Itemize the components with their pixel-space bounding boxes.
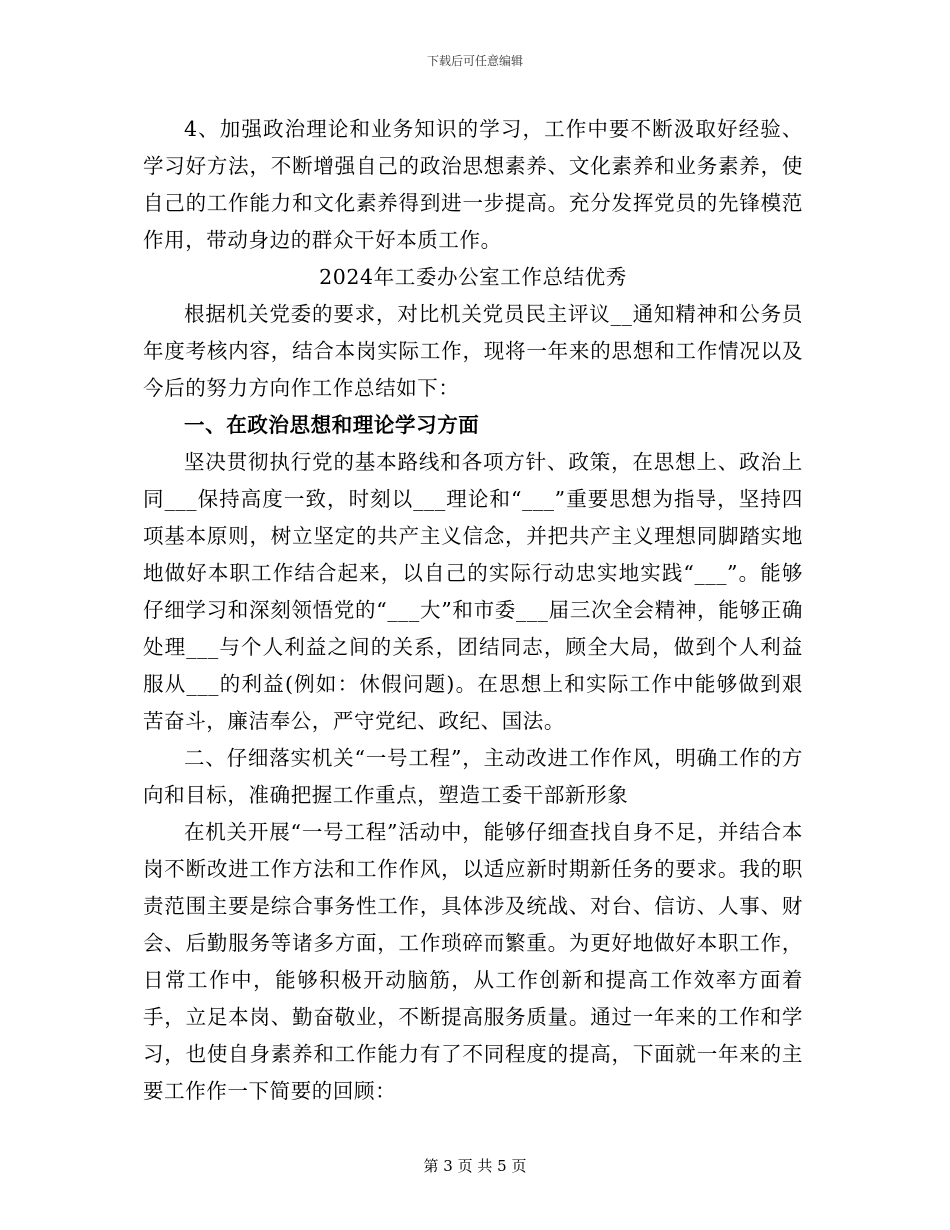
page-header: 下载后可任意编辑 bbox=[426, 54, 523, 68]
paragraph-political-thought: 坚决贯彻执行党的基本路线和各项方针、政策，在思想上、政治上同___保持高度一致，时刻以___理论和“___”重要思想为指导，坚持四项基本原则，树立坚定的共产主义信念，并把共产主义理想同脚踏实地地做好本职工作结合起来，以自己的实际行动忠实地实践“___”。能够仔细学习和深刻领悟党的“___大”和市委___届三次全会精神，能够正确处理___与个人利益之间的关系，团结同志，顾全大局，做到个人利益服从___的利益(例如：休假问题)。在思想上和实际工作中能够做到艰苦奋斗，廉洁奉公，严守党纪、政纪、国法。 bbox=[143, 450, 803, 733]
document-title: 2024年工委办公室工作总结优秀 bbox=[319, 265, 627, 289]
page-number: 第 3 页 共 5 页 bbox=[423, 1157, 527, 1175]
paragraph-project-one: 在机关开展“一号工程”活动中，能够仔细查找自身不足，并结合本岗不断改进工作方法和工作作风，以适应新时期新任务的要求。我的职责范围主要是综合事务性工作，具体涉及统战、对台、信访、人事、财会、后勤服务等诸多方面，工作琐碎而繁重。为更好地做好本职工作，日常工作中，能够积极开动脑筋，从工作创新和提高工作效率方面着手，立足本岗、勤奋敬业，不断提高服务质量。通过一年来的工作和学习，也使自身素养和工作能力有了不同程度的提高，下面就一年来的主要工作作一下简要的回顾： bbox=[143, 820, 803, 1103]
section-heading-project-one: 二、仔细落实机关“一号工程”，主动改进工作作风，明确工作的方向和目标，准确把握工作重点，塑造工委干部新形象 bbox=[143, 746, 803, 807]
section-heading-political: 一、在政治思想和理论学习方面 bbox=[184, 413, 480, 437]
paragraph-point-4: 4、加强政治理论和业务知识的学习，工作中要不断汲取好经验、学习好方法，不断增强自己的政治思想素养、文化素养和业务素养，使自己的工作能力和文化素养得到进一步提高。充分发挥党员的先锋模范作用，带动身边的群众干好本质工作。 bbox=[143, 117, 803, 252]
document-body bbox=[143, 111, 803, 1110]
paragraph-intro: 根据机关党委的要求，对比机关党员民主评议__通知精神和公务员年度考核内容，结合本岗实际工作，现将一年来的思想和工作情况以及今后的努力方向作工作总结如下： bbox=[143, 302, 803, 400]
